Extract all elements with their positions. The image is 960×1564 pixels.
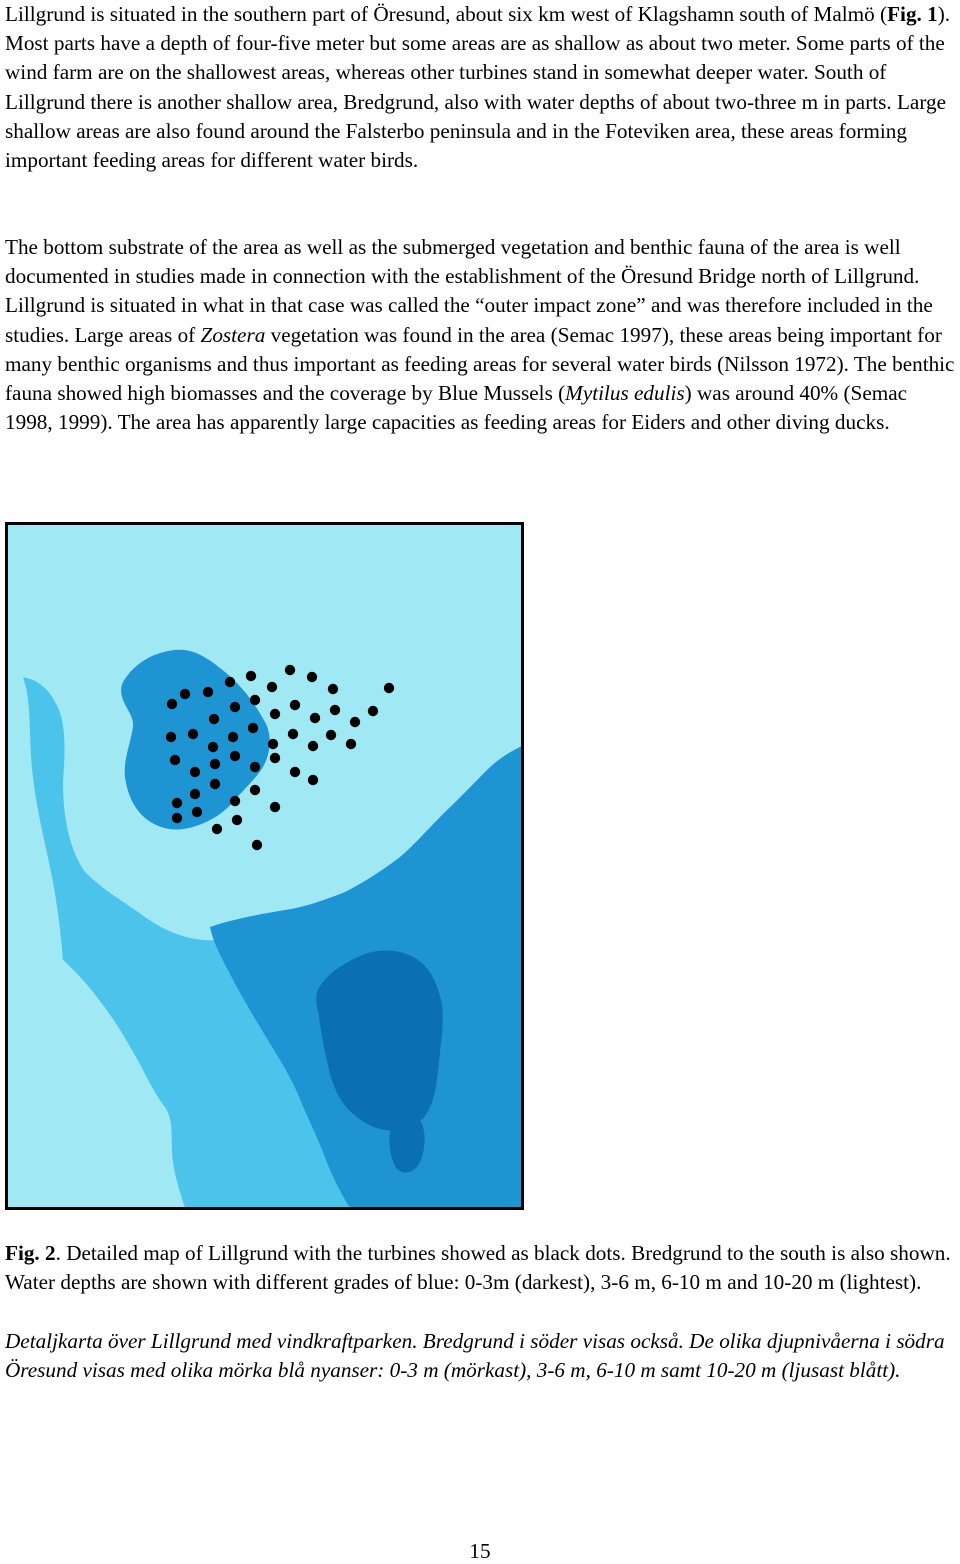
turbine-dot: [270, 709, 280, 719]
turbine-dot: [225, 677, 235, 687]
turbine-dot: [268, 739, 278, 749]
turbine-dot: [270, 802, 280, 812]
figure-label: Fig. 2: [5, 1241, 56, 1265]
text-run: The bottom substrate of the area as well as the submerged vegetation and benthic fauna of the area is well documented in studies made in connection with the establishment of the Öresund Bridge north of Lillgrund. Lillgrund is situated in what in that case was called the “outer impact zone” and was therefore included in the studies. Large areas of: [5, 235, 933, 347]
turbine-dot: [330, 705, 340, 715]
caption-text-swedish: Detaljkarta över Lillgrund med vindkraftparken. Bredgrund i söder visas också. De olika djupnivåerna i södra Öresund visas med olika mörka blå nyanser: 0-3 m (mörkast), 3-6 m, 6-10 m samt 10-20 m (ljusast blått).: [5, 1329, 945, 1383]
turbine-dot: [190, 789, 200, 799]
turbine-dot: [188, 729, 198, 739]
turbine-dot: [210, 759, 220, 769]
turbine-dot: [308, 741, 318, 751]
turbine-dot: [384, 683, 394, 693]
turbine-dot: [170, 755, 180, 765]
turbine-dot: [192, 807, 202, 817]
turbine-dot: [290, 700, 300, 710]
turbine-dot: [346, 739, 356, 749]
figure-caption-english: [5, 1239, 955, 1297]
turbine-dot: [172, 798, 182, 808]
turbine-dot: [267, 682, 277, 692]
turbine-dot: [246, 671, 256, 681]
figure-caption-swedish: [5, 1327, 955, 1385]
text-run: Lillgrund is situated in the southern part of Öresund, about six km west of Klagshamn south of Malmö (: [5, 2, 888, 26]
turbine-dot: [209, 714, 219, 724]
turbine-dot: [212, 824, 222, 834]
species-name: Zostera: [200, 322, 266, 347]
turbine-dot: [250, 695, 260, 705]
turbine-dot: [203, 687, 213, 697]
turbine-dot: [285, 665, 295, 675]
map-svg: [5, 522, 524, 1210]
turbine-dot: [230, 796, 240, 806]
turbine-dot: [228, 732, 238, 742]
text-run: ). Most parts have a depth of four-five meter but some areas are as shallow as about two meter. Some parts of the wind farm are on the shallowest areas, whereas other turbines stand in somewhat deeper water. South of Lillgrund there is another shallow area, Bredgrund, also with water depths of about two-three m in parts. Large shallow areas are also found around the Falsterbo peninsula and in the Foteviken area, these areas forming important feeding areas for different water birds.: [5, 2, 951, 173]
turbine-dot: [172, 813, 182, 823]
species-name: Mytilus edulis: [565, 381, 685, 406]
turbine-dot: [232, 815, 242, 825]
paragraph-bottom-substrate: [5, 233, 955, 437]
turbine-dot: [250, 762, 260, 772]
turbine-dot: [368, 706, 378, 716]
caption-text: . Detailed map of Lillgrund with the turbines showed as black dots. Bredgrund to the south is also shown. Water depths are shown with different grades of blue: 0-3m (darkest), 3-6 m, 6-10 m and 10-20 m (lightest).: [5, 1241, 951, 1295]
turbine-dot: [252, 840, 262, 850]
turbine-dot: [230, 751, 240, 761]
text-run: vegetation was found in the area (Semac 1997), these areas being important for many benthic organisms and thus important as feeding areas for several water birds (Nilsson 1972). The benthic fauna showed high biomasses and the coverage by Blue Mussels (: [5, 322, 955, 406]
turbine-dot: [208, 742, 218, 752]
turbine-dot: [307, 672, 317, 682]
turbine-dot: [180, 689, 190, 699]
turbine-dot: [190, 767, 200, 777]
figure-reference: Fig. 1: [887, 2, 938, 26]
turbine-dot: [308, 775, 318, 785]
lillgrund-depth-map: [5, 522, 524, 1210]
paragraph-lillgrund-location: [5, 0, 955, 175]
turbine-dot: [210, 779, 220, 789]
turbine-dot: [248, 723, 258, 733]
page-number: 15: [469, 1539, 491, 1563]
turbine-dot: [167, 699, 177, 709]
turbine-dot: [270, 753, 280, 763]
text-run: ) was around 40% (Semac 1998, 1999). The area has apparently large capacities as feeding areas for Eiders and other diving ducks.: [5, 381, 908, 435]
turbine-dot: [230, 702, 240, 712]
turbine-dot: [326, 730, 336, 740]
turbine-dot: [310, 713, 320, 723]
turbine-dot: [328, 684, 338, 694]
turbine-dot: [250, 785, 260, 795]
turbine-dot: [290, 767, 300, 777]
turbine-dot: [350, 717, 360, 727]
turbine-dot: [288, 729, 298, 739]
turbine-dot: [166, 732, 176, 742]
